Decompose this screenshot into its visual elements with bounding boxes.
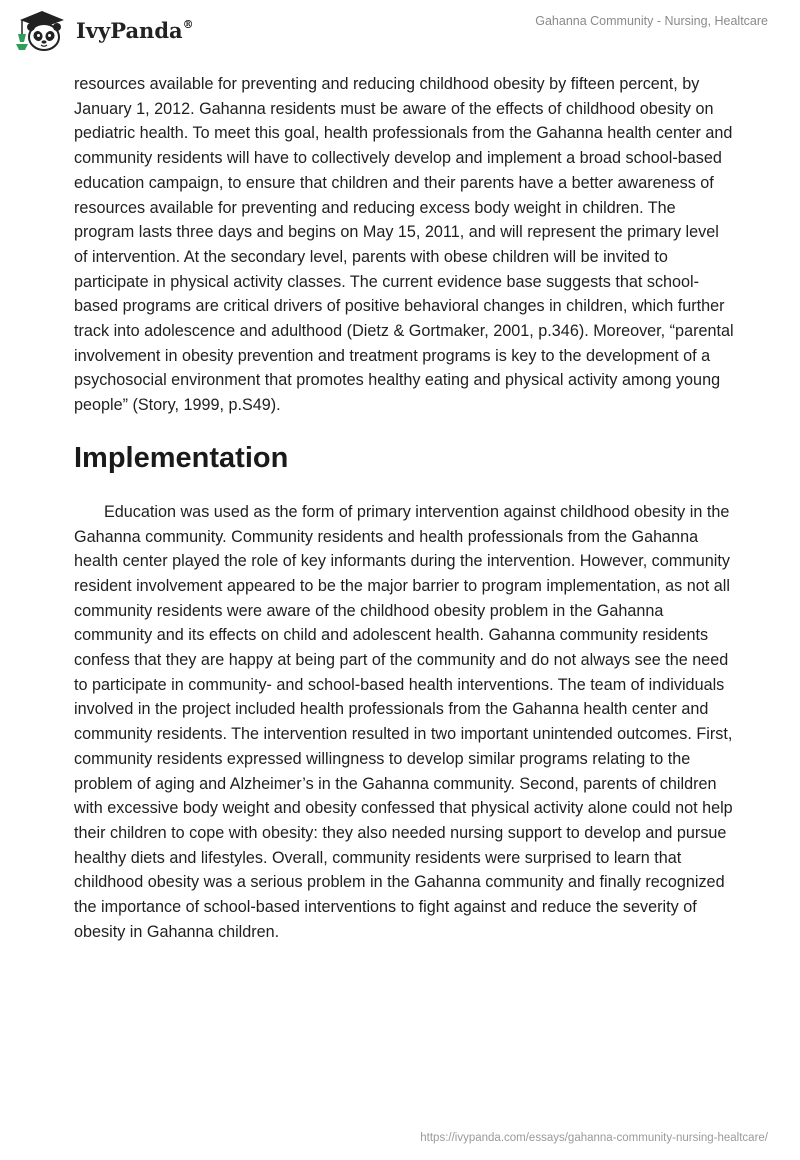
paragraph-implementation: Education was used as the form of primary intervention against childhood obesity in the Gahanna community. Community residents and health professionals from the Gahanna health center played the role of key informants during the intervention. However, community resident involvement appeared to be the major barrier to program implementation, as not all community residents were aware of the childhood obesity problem in the Gahanna community and its effects on child and adolescent health. Gahanna community residents confess that they are happy at being part of the community and do not always see the need to participate in community- and school-based health interventions. The team of individuals involved in the project included health professionals from the Gahanna health center and community residents. The intervention resulted in two important unintended outcomes. First, community residents expressed willingness to develop similar programs relating to the problem of aging and Alzheimer’s in the Gahanna community. Second, parents of children with excessive body weight and obesity confessed that physical activity alone could not help their children to cope with obesity: they also needed nursing support to develop and pursue healthy diets and lifestyles. Overall, community residents were surprised to learn that childhood obesity was a serious problem in the Gahanna community and finally recognized the importance of school-based interventions to fight against and reduce the severity of obesity in Gahanna children. [74,502,733,941]
source-url[interactable]: https://ivypanda.com/essays/gahanna-community-nursing-healtcare/ [420,1132,768,1144]
section-heading-implementation: Implementation [74,441,289,474]
registered-mark: ® [182,17,194,31]
brand-name: IvyPanda® [76,17,194,43]
document-title: Gahanna Community - Nursing, Healtcare [535,14,768,28]
panda-graduation-icon [14,8,70,54]
essay-content [74,72,734,945]
brand-logo[interactable] [14,8,194,54]
paragraph-goal: resources available for preventing and reducing childhood obesity by fifteen percent, by January 1, 2012. Gahanna residents must be aware of the effects of childhood obesity on pediatric health. To meet this goal, health professionals from the Gahanna health center and community residents will have to collectively develop and implement a broad school-based education campaign, to ensure that children and their parents have a better awareness of resources available for preventing and reducing excess body weight in children. The program lasts three days and begins on May 15, 2011, and will represent the primary level of intervention. At the secondary level, parents with obese children will be invited to participate in physical activity classes. The current evidence base suggests that school-based programs are critical drivers of positive behavioral changes in children, which further track into adolescence and adulthood (Dietz & Gortmaker, 2001, p.346). Moreover, “parental involvement in obesity prevention and treatment programs is key to the development of a psychosocial environment that promotes healthy eating and physical activity among young people” (Story, 1999, p.S49). [74,75,734,415]
page-header [0,0,800,70]
